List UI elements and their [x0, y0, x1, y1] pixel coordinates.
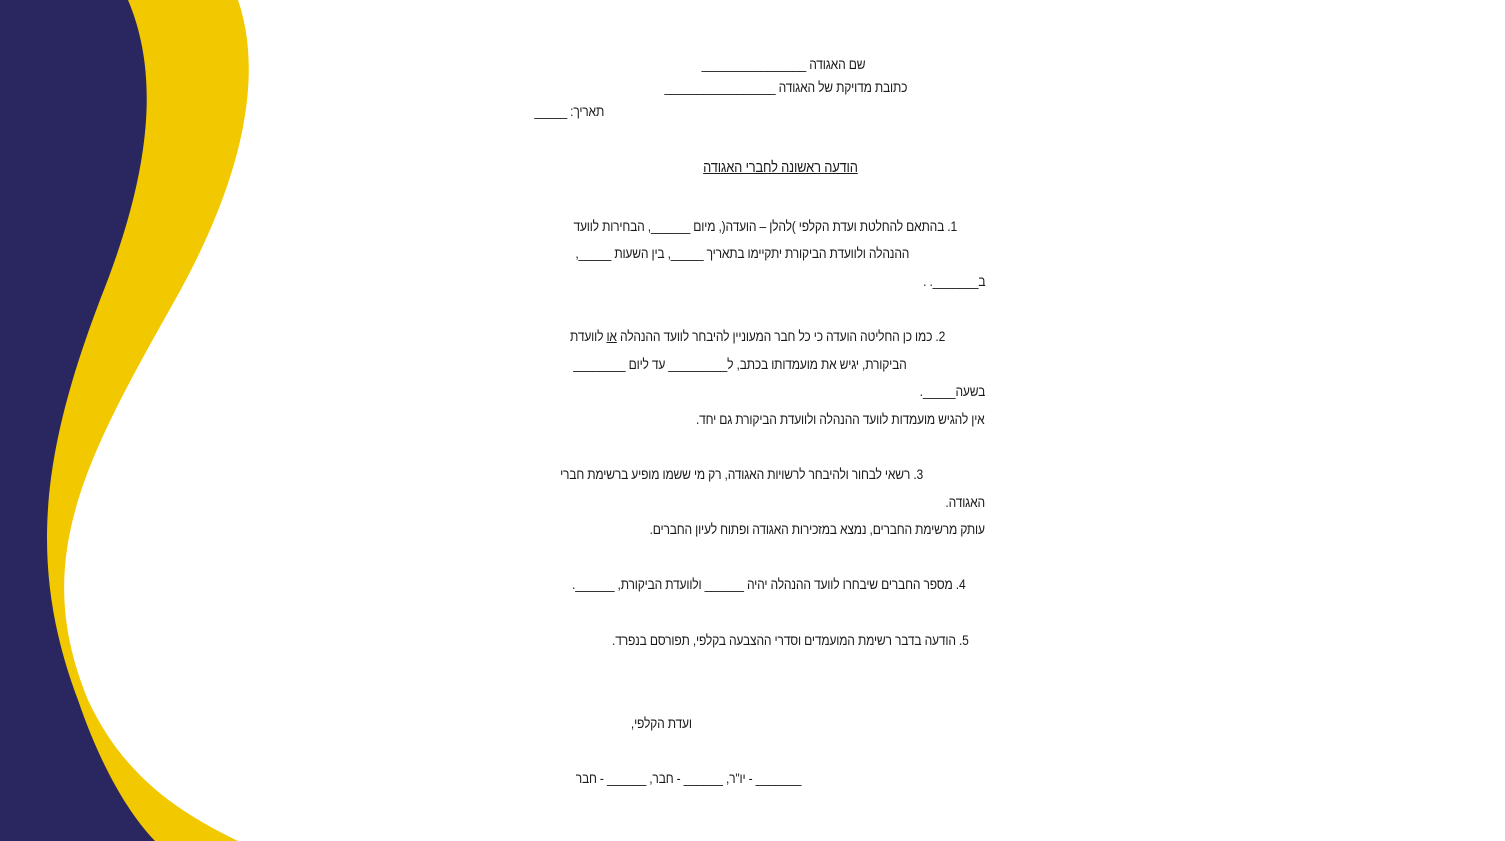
document-title: הודעה ראשונה לחברי האגודה: [703, 159, 858, 176]
item-2-line-1-start: 2. כמו כן החליטה הועדה כי כל חבר המעוניין להיבחר לוועד ההנהלה: [616, 328, 945, 344]
item-2-line-2: הביקורת, יגיש את מועמדותו בכתב, ל_________ עד ליום ________: [573, 356, 907, 372]
item-3-line-1: 3. רשאי לבחור ולהיבחר לרשויות האגודה, רק מי ששמו מופיע ברשימת חברי: [560, 466, 923, 482]
item-2-underlined-or: או: [606, 328, 617, 344]
association-address-line: כתובת מדויקת של האגודה _________________: [664, 79, 907, 95]
item-5-line-1: 5. הודעה בדבר רשימת המועמדים וסדרי ההצבעה בקלפי, תפורסם בנפרד.: [612, 632, 969, 648]
date-line: תאריך: _____: [534, 103, 604, 119]
item-2-line-1-end: לוועדת: [569, 328, 607, 344]
item-3-line-3: עותק מרשימת החברים, נמצא במזכירות האגודה ופתוח לעיון החברים.: [649, 521, 985, 537]
signature-line: _______ - יו"ר, ______ - חבר, ______ - חבר: [575, 770, 801, 786]
item-2-line-4: אין להגיש מועמדות לוועד ההנהלה ולוועדת הביקורת גם יחד.: [696, 411, 985, 427]
decorative-wave-background: [0, 0, 300, 841]
item-1-line-3: ב_______. .: [922, 273, 985, 289]
item-4-line-1: 4. מספר החברים שיבחרו לוועד ההנהלה יהיה ______ ולוועדת הביקורת, ______.: [571, 576, 965, 592]
item-3-line-2: האגודה.: [945, 494, 985, 510]
association-name-line: שם האגודה ________________: [701, 56, 865, 72]
item-2-line-3: בשעה_____.: [919, 383, 985, 399]
item-1-line-1: 1. בהתאם להחלטת ועדת הקלפי )להלן – הועדה(, מיום ______, הבחירות לוועד: [573, 218, 957, 234]
item-2-line-1: [570, 327, 945, 345]
item-1-line-2: ההנהלה ולוועדת הביקורת יתקיימו בתאריך _____, בין השעות _____,: [575, 245, 909, 261]
committee-signature: ועדת הקלפי,: [631, 715, 692, 731]
